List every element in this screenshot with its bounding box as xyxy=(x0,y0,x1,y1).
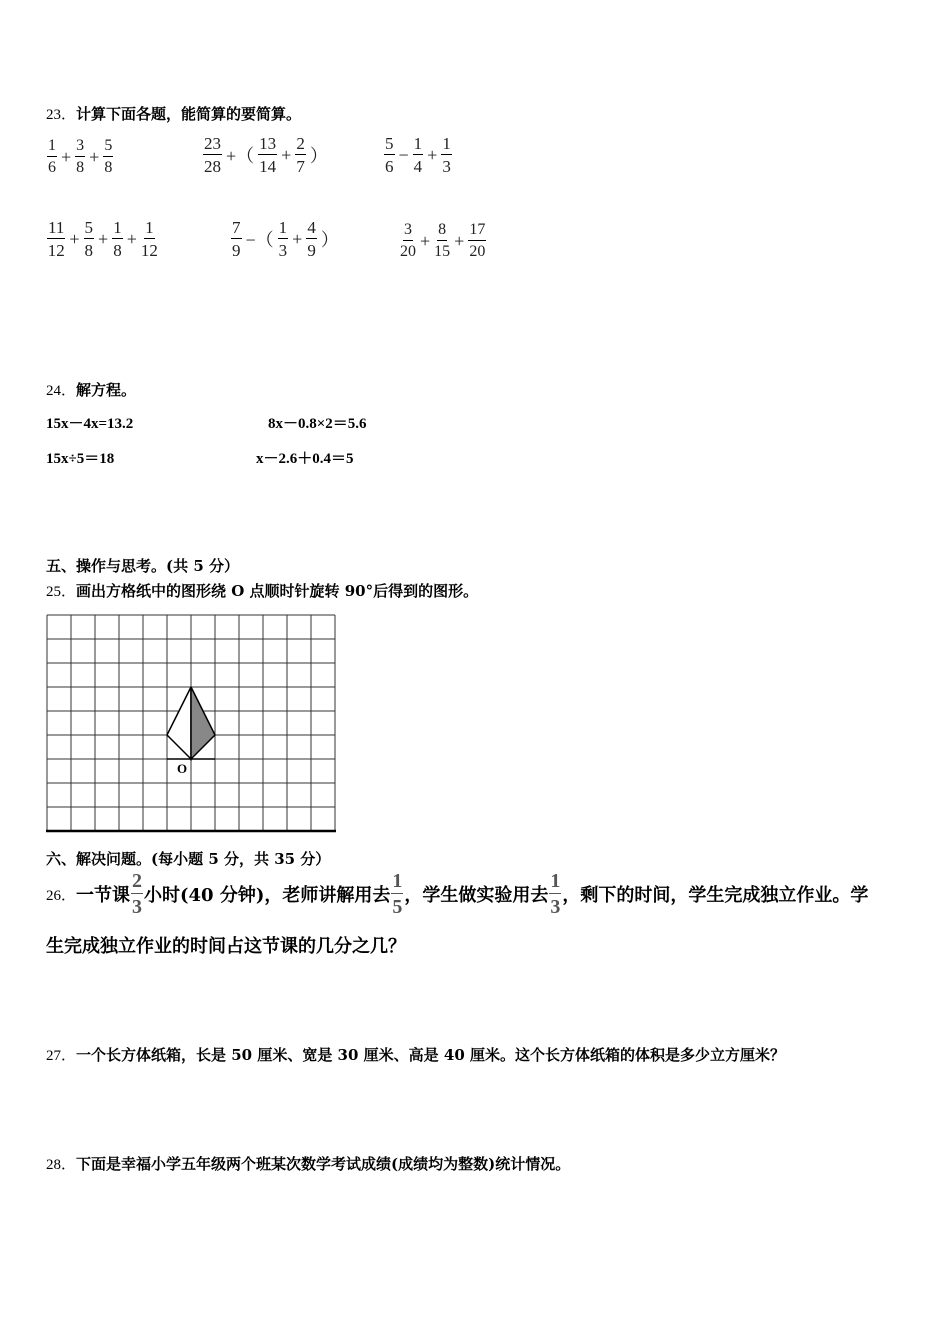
q23-expr-1 xyxy=(46,138,114,176)
denominator: 20 xyxy=(469,243,486,260)
q26-line-2: 生完成独立作业的时间占这节课的几分之几？ xyxy=(46,936,406,957)
operator: −（ xyxy=(245,230,274,250)
q23-expr-5 xyxy=(230,219,342,259)
operator: +（ xyxy=(226,146,255,166)
numerator: 7 xyxy=(232,218,241,237)
denominator: 9 xyxy=(232,241,241,260)
operator: − xyxy=(398,144,409,165)
denominator: 8 xyxy=(104,159,113,176)
question-number: 25． xyxy=(46,584,77,600)
question-number: 26． xyxy=(46,887,77,904)
fraction xyxy=(231,219,242,259)
q24-heading xyxy=(46,379,136,400)
operator: + xyxy=(420,230,431,251)
numerator: 17 xyxy=(468,222,486,241)
q23-expr-6 xyxy=(399,222,487,260)
operator: + xyxy=(89,146,100,167)
fraction xyxy=(258,135,277,175)
fraction xyxy=(295,135,306,175)
question-text: 下面是幸福小学五年级两个班某次数学考试成绩(成绩均为整数)统计情况。 xyxy=(76,1155,571,1173)
numerator: 2 xyxy=(296,134,305,153)
q23-expr-3 xyxy=(383,135,453,175)
q23-expr-2 xyxy=(202,135,331,175)
kite-right-half-shaded xyxy=(191,687,215,759)
operator: + xyxy=(454,230,465,251)
question-number: 28． xyxy=(46,1157,77,1173)
numerator: 5 xyxy=(103,138,113,157)
q25-heading xyxy=(46,580,478,601)
numerator: 1 xyxy=(442,134,451,153)
numerator: 1 xyxy=(145,218,154,237)
operator: + xyxy=(281,144,292,165)
fraction-one-fifth: $\frac{1}{5}$ xyxy=(392,870,403,918)
denominator: 28 xyxy=(204,157,221,176)
numerator: 4 xyxy=(307,218,316,237)
denominator: 12 xyxy=(140,241,158,260)
q28-heading xyxy=(46,1153,570,1174)
fraction xyxy=(47,138,57,176)
operator: + xyxy=(61,146,72,167)
q23-heading xyxy=(46,103,301,124)
numerator: 8 xyxy=(437,222,447,241)
section-5-title: 五、操作与思考。(共 5 分） xyxy=(46,557,239,575)
operator: + xyxy=(292,228,303,249)
question-text: 计算下面各题，能简算的要简算。 xyxy=(76,105,302,123)
fraction xyxy=(384,135,395,175)
denominator: 6 xyxy=(385,157,394,176)
q26-text-4: ，剩下的时间，学生完成独立作业。学 xyxy=(562,885,869,906)
fraction xyxy=(434,222,450,260)
equation-4: x－2.6＋0.4＝5 xyxy=(256,451,354,467)
grid-figure xyxy=(46,614,338,834)
denominator: 4 xyxy=(413,157,423,176)
fraction xyxy=(441,135,452,175)
operator: + xyxy=(69,228,80,249)
numerator: 1 xyxy=(113,218,122,237)
fraction-one-third: $\frac{1}{3}$ xyxy=(550,870,561,918)
fraction xyxy=(413,135,424,175)
numerator: 1 xyxy=(278,218,288,237)
fraction xyxy=(84,219,95,259)
numerator: 5 xyxy=(385,134,394,153)
fraction xyxy=(103,138,113,176)
question-text: 解方程。 xyxy=(76,381,137,399)
question-number: 23． xyxy=(46,107,77,123)
operator: ） xyxy=(320,230,339,250)
equation-3: 15x÷5＝18 xyxy=(46,451,115,467)
question-number: 27． xyxy=(46,1048,77,1064)
denominator: 7 xyxy=(296,157,305,176)
numerator: 1 xyxy=(413,134,423,153)
question-text: 画出方格纸中的图形绕 O 点顺时针旋转 90°后得到的图形。 xyxy=(76,582,479,600)
kite-left-half xyxy=(167,687,191,759)
denominator: 9 xyxy=(307,241,316,260)
denominator: 8 xyxy=(76,159,85,176)
numerator: 13 xyxy=(259,134,277,153)
numerator: 3 xyxy=(403,222,413,241)
denominator: 3 xyxy=(278,241,288,260)
operator: + xyxy=(126,228,137,249)
fraction xyxy=(141,219,158,259)
numerator: 11 xyxy=(48,218,65,237)
q26-text-2: 小时(40 分钟)，老师讲解用去 xyxy=(144,885,391,906)
operator: ） xyxy=(309,146,328,166)
section-6-title: 六、解决问题。(每小题 5 分，共 35 分） xyxy=(46,850,331,868)
denominator: 12 xyxy=(47,241,65,260)
fraction xyxy=(306,219,317,259)
fraction xyxy=(278,219,289,259)
q26-text-1: 一节课 xyxy=(76,885,131,906)
denominator: 14 xyxy=(259,157,277,176)
numerator: 5 xyxy=(84,218,94,237)
equation-1: 15x－4x=13.2 xyxy=(46,416,134,432)
fraction-two-thirds: $\frac{2}{3}$ xyxy=(132,870,143,918)
equation-2: 8x－0.8×2＝5.6 xyxy=(268,416,367,432)
numerator: 1 xyxy=(47,138,57,157)
fraction xyxy=(400,222,416,260)
denominator: 6 xyxy=(48,159,56,176)
denominator: 3 xyxy=(442,157,451,176)
point-o-label: O xyxy=(177,761,188,776)
operator: + xyxy=(427,144,438,165)
q27-heading xyxy=(46,1044,785,1065)
fraction xyxy=(112,219,123,259)
numerator: 23 xyxy=(204,134,221,153)
fraction xyxy=(75,138,85,176)
fraction xyxy=(47,219,65,259)
question-text: 一个长方体纸箱，长是 50 厘米、宽是 30 厘米、高是 40 厘米。这个长方体纸箱的体积是多少立方厘米？ xyxy=(76,1046,785,1064)
q26-line-1 xyxy=(46,866,868,922)
fraction xyxy=(203,135,222,175)
q26-text-3: ，学生做实验用去 xyxy=(404,885,549,906)
numerator: 3 xyxy=(75,138,85,157)
question-number: 24． xyxy=(46,383,77,399)
operator: + xyxy=(98,228,109,249)
denominator: 15 xyxy=(434,243,451,260)
denominator: 8 xyxy=(113,241,122,260)
fraction xyxy=(468,222,486,260)
q23-expr-4 xyxy=(46,219,159,259)
denominator: 8 xyxy=(84,241,94,260)
denominator: 20 xyxy=(400,243,416,260)
